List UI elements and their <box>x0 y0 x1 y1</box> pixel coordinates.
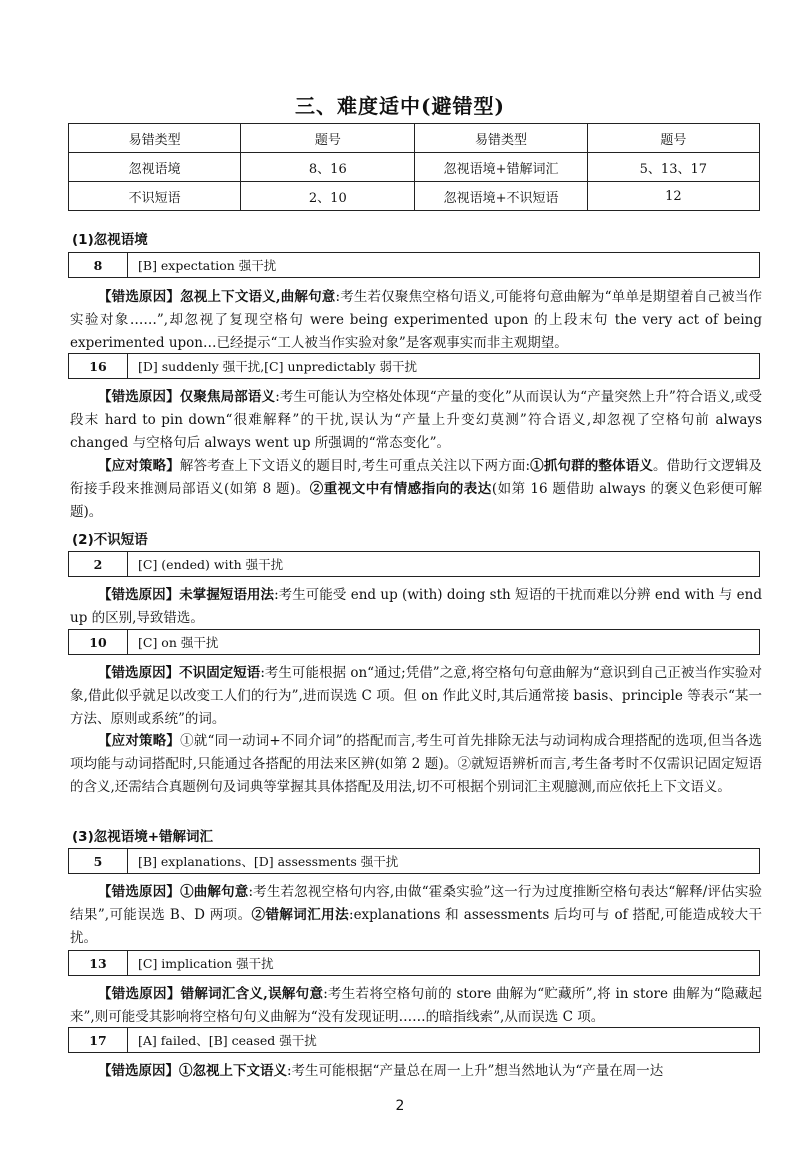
paragraph-label: 【错选原因】 <box>98 389 180 405</box>
distractor-text: [C] (ended) with 强干扰 <box>138 557 284 572</box>
subsection-heading: (3)忽视语境+错解词汇 <box>72 829 214 845</box>
question-box-2 <box>68 551 760 577</box>
question-box-8 <box>68 252 760 278</box>
paragraph-text: :考生若将空格句前的 store 曲解为“贮藏所”,将 in store 曲解为“隐藏起来”,则可能受其影响将空格句句义曲解为“没有发现证明……的暗指线索”,从而误选 C 项。 <box>70 986 763 1025</box>
bold-point: 未掌握短语用法 <box>179 587 275 603</box>
table-header: 易错类型 <box>69 124 241 153</box>
distractor-text: [B] expectation 强干扰 <box>138 258 277 273</box>
table-header-row <box>69 124 760 153</box>
distractor-text: [C] implication 强干扰 <box>138 956 274 971</box>
table-row <box>69 153 760 182</box>
page-number: 2 <box>395 1098 405 1114</box>
explanation-paragraph <box>70 386 762 455</box>
table-cell: 忽视语境+错解词汇 <box>415 153 587 182</box>
paragraph-label: 【错选原因】 <box>98 986 181 1002</box>
question-number: 16 <box>69 354 128 378</box>
question-box-10 <box>68 629 760 655</box>
paragraph-text: ①就“同一动词+不同介词”的搭配而言,考生可首先排除无法与动词构成合理搭配的选项,但当各选项均能与动词搭配时,只能通过各搭配的用法来区辨(如第 2 题)。②就短语辨析而言,考生备考时不仅需识记固定短语的含义,还需结合真题例句及词典等掌握其具体搭配及用法,切不可根据个别词汇主观臆测,而应依托上下文语义。 <box>70 733 763 795</box>
table-cell: 8、16 <box>241 153 415 182</box>
paragraph-label: 【错选原因】 <box>98 884 181 900</box>
paragraph-text: :考生若忽视空格句内容,由做“霍桑实验”这一行为过度推断空格句表达“解释/评估实验结果”,可能误选 B、D 两项。 <box>70 884 763 923</box>
distractor-text: [D] suddenly 强干扰,[C] unpredictably 弱干扰 <box>138 359 417 374</box>
bold-point: ②重视文中有情感指向的表达 <box>309 481 492 497</box>
table-cell: 忽视语境+不识短语 <box>415 182 587 211</box>
distractor-text: [C] on 强干扰 <box>138 635 219 650</box>
bold-point: ①抓句群的整体语义 <box>530 458 653 474</box>
table-row <box>69 182 760 211</box>
table-cell: 12 <box>587 182 759 211</box>
paragraph-label: 【错选原因】 <box>98 665 180 681</box>
subsection-heading: (1)忽视语境 <box>72 232 148 248</box>
question-box-17 <box>68 1027 760 1053</box>
table-cell: 不识短语 <box>69 182 241 211</box>
explanation-paragraph <box>70 983 762 1029</box>
bold-point: 忽视上下文语义,曲解句意 <box>180 289 336 305</box>
paragraph-text: :explanations 和 assessments 后均可与 of 搭配,可能造成较大干扰。 <box>70 907 762 946</box>
section-title: 三、难度适中(避错型) <box>295 94 505 118</box>
explanation-paragraph <box>70 286 762 355</box>
explanation-paragraph <box>70 1060 762 1083</box>
explanation-paragraph <box>70 584 762 630</box>
question-number: 10 <box>69 630 128 654</box>
question-box-5 <box>68 848 760 874</box>
paragraph-label: 【错选原因】 <box>98 587 180 603</box>
explanation-paragraph <box>70 881 762 950</box>
paragraph-text: :考生可能根据 on“通过;凭借”之意,将空格句句意曲解为“意识到自己正被当作实验对象,借此似乎就足以改变工人们的行为”,进而误选 C 项。但 on 作此义时,其后通常接 basis、principle 等表示“某一方法、原则或系统”的词。 <box>70 665 762 727</box>
paragraph-text: 解答考查上下文语义的题目时,考生可重点关注以下两方面: <box>179 458 531 474</box>
table-cell: 5、13、17 <box>587 153 759 182</box>
paragraph-label: 【错选原因】 <box>98 1063 179 1079</box>
strategy-paragraph <box>70 455 762 524</box>
paragraph-text: :考生若仅聚焦空格句语义,可能将句意曲解为“单单是期望着自己被当作实验对象……”,却忽视了复现空格句 were being experimented upon 的上段末句 the very act of being experimented upon…已经提示“工人被当作实验对象”是客观事实而非主观期望。 <box>70 289 762 351</box>
question-box-16 <box>68 353 760 379</box>
paragraph-text: 。借助行文逻辑及衔接手段来推测局部语义(如第 8 题)。 <box>70 458 763 497</box>
question-number: 8 <box>69 253 128 277</box>
subsection-heading: (2)不识短语 <box>72 532 148 548</box>
table-header: 易错类型 <box>415 124 587 153</box>
table-header: 题号 <box>241 124 415 153</box>
table-header: 题号 <box>587 124 759 153</box>
question-number: 13 <box>69 951 128 975</box>
bold-point: ②错解词汇用法 <box>251 907 350 923</box>
paragraph-text: :考生可能受 end up (with) doing sth 短语的干扰而难以分辨 end with 与 end up 的区别,导致错选。 <box>70 587 763 626</box>
question-number: 17 <box>69 1028 128 1052</box>
distractor-text: [B] explanations、[D] assessments 强干扰 <box>138 854 399 869</box>
bold-point: 不识固定短语 <box>179 665 261 681</box>
paragraph-label: 【错选原因】 <box>98 289 181 305</box>
paragraph-text: :考生可能根据“产量总在周一上升”想当然地认为“产量在周一达 <box>287 1063 664 1079</box>
question-box-13 <box>68 950 760 976</box>
bold-point: ①忽视上下文语义 <box>179 1063 287 1079</box>
error-type-table <box>68 123 760 211</box>
distractor-text: [A] failed、[B] ceased 强干扰 <box>138 1033 317 1048</box>
bold-point: 错解词汇含义,误解句意 <box>180 986 324 1002</box>
paragraph-text: (如第 16 题借助 always 的褒义色彩便可解题)。 <box>70 481 762 520</box>
question-number: 2 <box>69 552 128 576</box>
paragraph-text: :考生可能认为空格处体现“产量的变化”从而误认为“产量突然上升”符合语义,或受段末 hard to pin down“很难解释”的干扰,误认为“产量上升变幻莫测”符合语义,却忽视了空格句前 always changed 与空格句后 always went up 所强调的“常态变化”。 <box>70 389 763 451</box>
strategy-paragraph <box>70 730 762 799</box>
explanation-paragraph <box>70 662 762 731</box>
table-cell: 2、10 <box>241 182 415 211</box>
question-number: 5 <box>69 849 128 873</box>
bold-point: ①曲解句意 <box>180 884 249 900</box>
paragraph-label: 【应对策略】 <box>98 458 180 474</box>
paragraph-label: 【应对策略】 <box>98 733 181 749</box>
bold-point: 仅聚焦局部语义 <box>179 389 276 405</box>
table-cell: 忽视语境 <box>69 153 241 182</box>
